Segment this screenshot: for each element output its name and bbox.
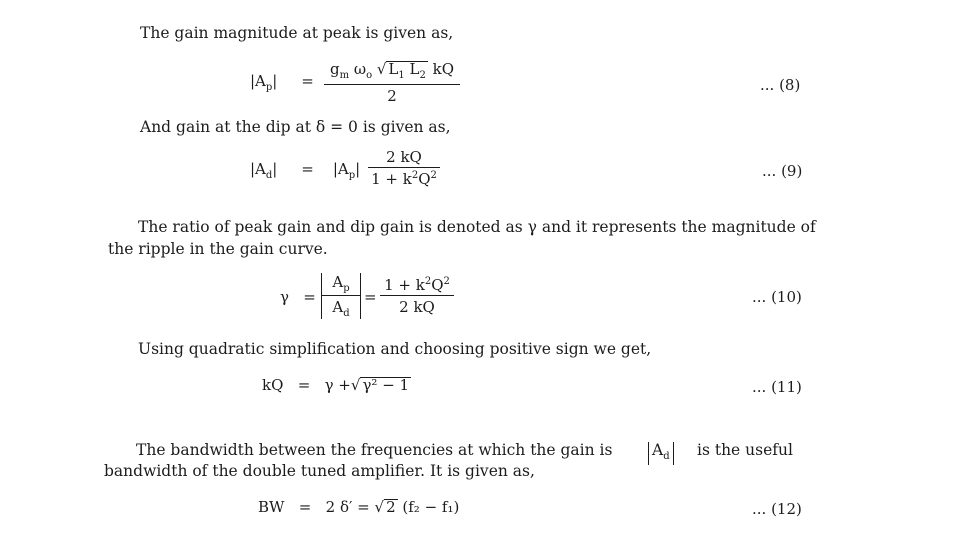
paragraph-quadratic: Using quadratic simplification and choosing positive sign we get, [138, 340, 652, 358]
eq10-number: ... (10) [752, 288, 802, 306]
eq12-number: ... (12) [752, 500, 802, 518]
eq11-expression: kQ = γ +√ γ² − 1 [262, 376, 410, 394]
eq11-number: ... (11) [752, 378, 802, 396]
eq8-fraction: $g_m$ $\omega_o$ √ $L_1$ $L_2$ kQ 2 [324, 60, 460, 105]
eq9-number: ... (9) [762, 162, 803, 180]
eq9-fraction: 2 kQ $1 + k^2Q^2$ [368, 148, 440, 188]
paragraph-dip-gain: And gain at the dip at δ = 0 is given as, [140, 118, 451, 136]
paragraph-bandwidth-line2: bandwidth of the double tuned amplifier. It is given as, [104, 462, 535, 480]
paragraph-bandwidth-abs-ad: $A_d$ [648, 441, 674, 465]
eq10-lhs: γ = [280, 288, 316, 306]
eq10-fraction: $1 + k^2Q^2$ 2 kQ [380, 276, 454, 316]
eq12-expression: BW = 2 δ′ = √ 2 (f₂ − f₁) [258, 498, 460, 516]
eq9-lhs: $|A_d|$ = $|A_p|$ [250, 160, 361, 181]
eq8-lhs: $|A_p|$ = [250, 72, 314, 93]
eq10-equals: = [364, 288, 377, 306]
paragraph-bandwidth-line1b: is the useful [697, 441, 793, 459]
paragraph-ripple-line2: the ripple in the gain curve. [108, 240, 328, 258]
paragraph-ripple-line1: The ratio of peak gain and dip gain is denoted as γ and it represents the magnitude of [138, 218, 816, 236]
paragraph-bandwidth-line1a: The bandwidth between the frequencies at which the gain is [136, 441, 613, 459]
eq8-number: ... (8) [760, 76, 801, 94]
eq10-ratio: $A_p$ $A_d$ [321, 273, 361, 319]
paragraph-peak-gain: The gain magnitude at peak is given as, [140, 24, 454, 42]
